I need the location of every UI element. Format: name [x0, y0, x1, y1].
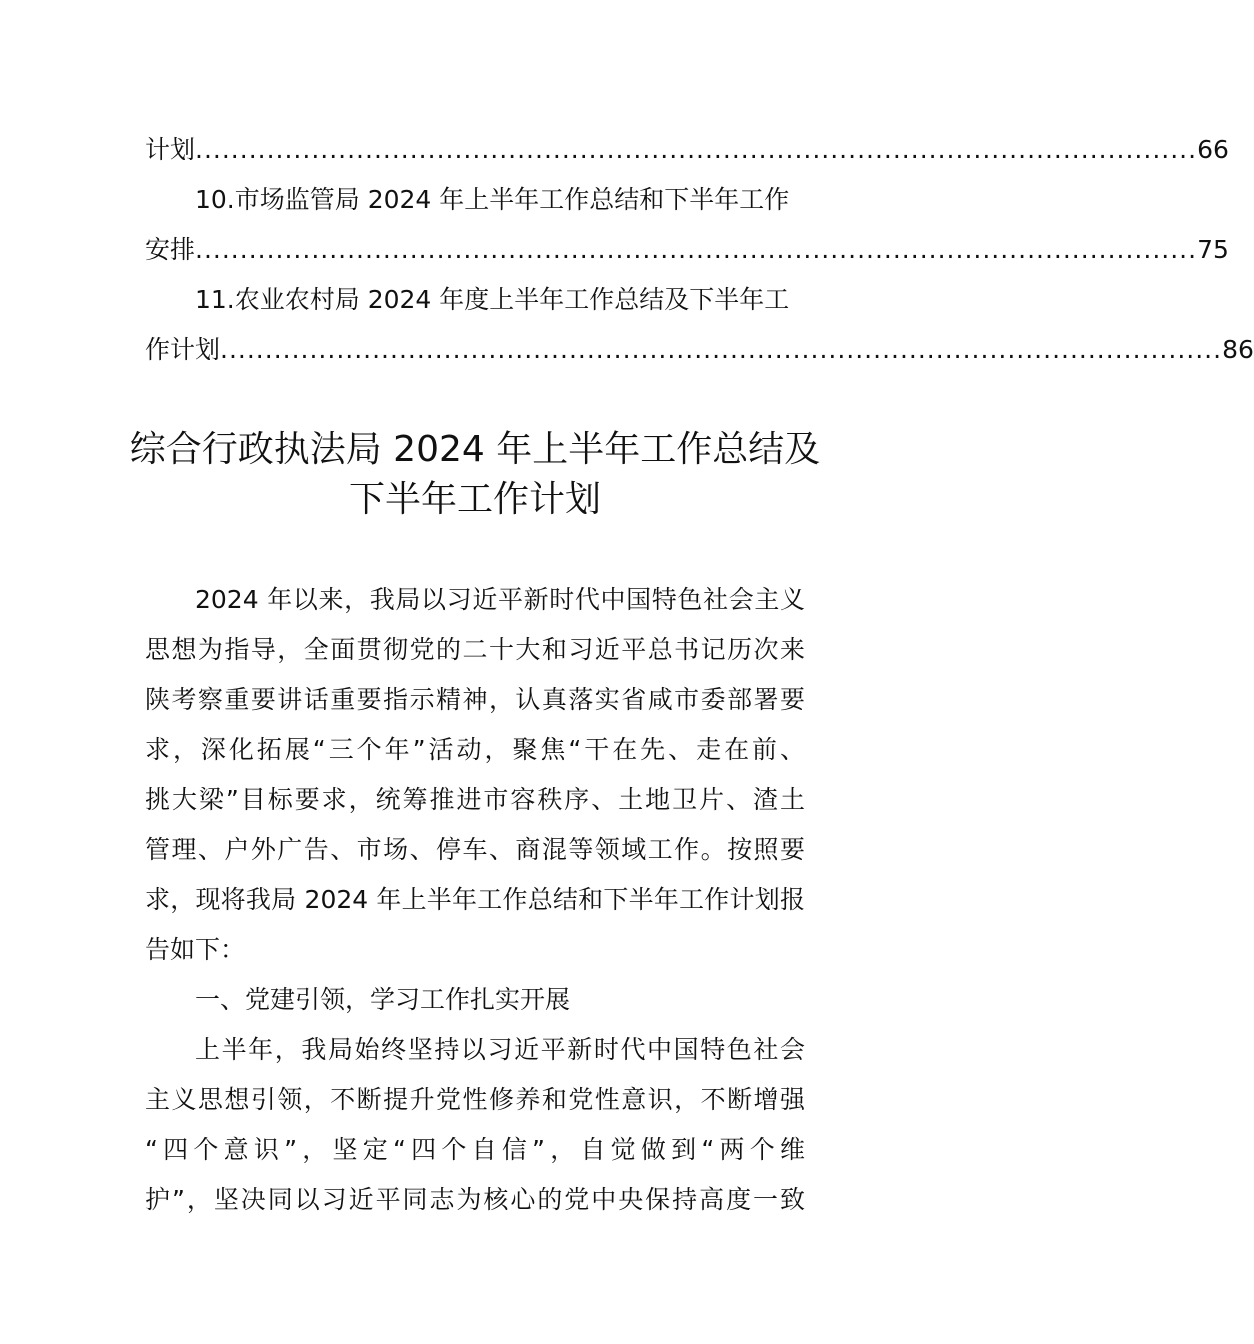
- paragraph-line: 陕考察重要讲话重要指示精神，认真落实省咸市委部署要: [145, 685, 805, 714]
- paragraph-line: 护”，坚决同以习近平同志为核心的党中央保持高度一致: [145, 1185, 805, 1214]
- toc-entry-11[interactable]: 11.农业农村局 2024 年度上半年工作总结及下半年工: [195, 285, 790, 314]
- toc-entry-11-continuation[interactable]: [145, 330, 1254, 370]
- paragraph-line: 2024 年以来，我局以习近平新时代中国特色社会主义: [195, 585, 805, 614]
- toc-entry-text: 作计划: [145, 335, 221, 364]
- toc-leader-dots: ................................................................................................................: [195, 135, 1198, 164]
- paragraph-line: 管理、户外广告、市场、停车、商混等领域工作。按照要: [145, 835, 805, 864]
- section-heading: 一、党建引领，学习工作扎实开展: [195, 985, 571, 1014]
- paragraph-line: 告如下：: [145, 935, 246, 964]
- paragraph-line: “四个意识”，坚定“四个自信”，自觉做到“两个维: [145, 1135, 805, 1164]
- toc-page-number: 86: [1222, 335, 1254, 364]
- paragraph-line: 挑大梁”目标要求，统筹推进市容秩序、土地卫片、渣土: [145, 785, 805, 814]
- toc-entry-text: 安排: [145, 235, 196, 264]
- document-title-line-2: 下半年工作计划: [348, 479, 601, 520]
- paragraph-line: 思想为指导，全面贯彻党的二十大和习近平总书记历次来: [145, 635, 805, 664]
- paragraph-line: 求，现将我局 2024 年上半年工作总结和下半年工作计划报: [145, 885, 805, 914]
- toc-entry-10[interactable]: 10.市场监管局 2024 年上半年工作总结和下半年工作: [195, 185, 790, 214]
- toc-leader-dots: ................................................................................................................: [220, 335, 1223, 364]
- toc-page-number: 75: [1197, 235, 1229, 264]
- document-title-line-1: 综合行政执法局 2024 年上半年工作总结及: [129, 429, 821, 470]
- toc-entry-10-continuation[interactable]: [145, 230, 1229, 270]
- paragraph-line: 上半年，我局始终坚持以习近平新时代中国特色社会: [195, 1035, 805, 1064]
- toc-page-number: 66: [1197, 135, 1229, 164]
- toc-entry-text: 计划: [145, 135, 196, 164]
- paragraph-line: 求，深化拓展“三个年”活动，聚焦“干在先、走在前、: [145, 735, 805, 764]
- toc-entry-9-continuation[interactable]: [145, 130, 1229, 170]
- paragraph-line: 主义思想引领，不断提升党性修养和党性意识，不断增强: [145, 1085, 805, 1114]
- toc-leader-dots: ................................................................................................................: [195, 235, 1198, 264]
